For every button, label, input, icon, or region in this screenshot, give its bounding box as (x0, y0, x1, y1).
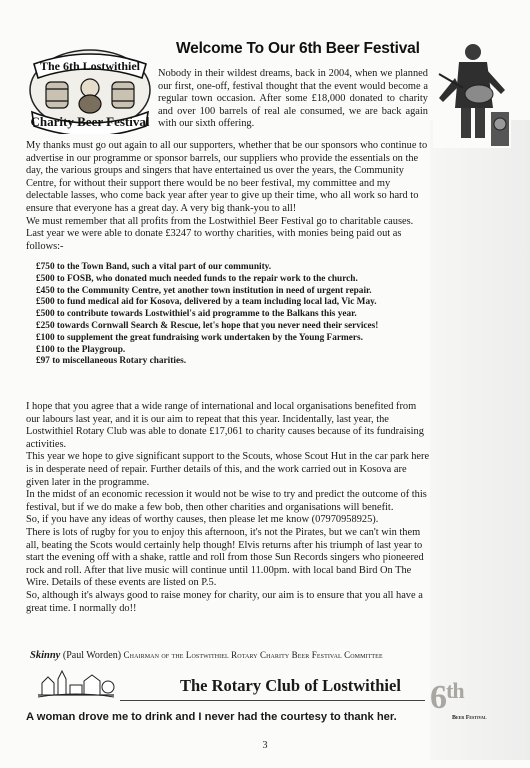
thanks-paragraph: My thanks must go out again to all our supporters, whether that be our sponsors who continue to advertise in our programme or sponsor barrels, our suppliers who provide the essentials on the day, the various groups and singers that have entertained us over the years, the Community Centre, for without their support there would be no beer festival, my committee and my delectable lasses, who come back year after year to give up their time, who all work so hard to ensure that everyone has a great day. A very big thank-you to all! (26, 140, 428, 214)
donation-item: £500 to FOSB, who donated much needed funds to the repair work to the church. (36, 273, 358, 284)
badge-number: 6 (430, 679, 446, 716)
donation-item: £100 to supplement the great fundraising work undertaken by the Young Farmers. (36, 332, 363, 343)
letter-paragraph: So, although it's always good to raise money for charity, our aim is to ensure that you all have a great time. I normally do!! (26, 589, 423, 614)
donation-item: £500 to contribute towards Lostwithiel's aid programme to the Balkans this year. (36, 309, 357, 320)
donation-item: £450 to the Community Centre, yet another town institution in need of urgent repair. (36, 285, 372, 296)
donation-item: £500 to fund medical aid for Kosova, delivered by a team including local lad, Vic May. (36, 297, 377, 308)
elvis-performer-photo (433, 38, 511, 148)
signature-role: Chairman of the Lostwithiel Rotary Charity Beer Festival Committee (123, 650, 383, 660)
intro-paragraph (158, 68, 428, 131)
page-number: 3 (262, 740, 268, 751)
badge-caption: Beer Festival (452, 715, 487, 721)
donation-item: £750 to the Town Band, such a vital part of our community. (36, 262, 272, 272)
closing-quote: A woman drove me to drink and I never had the courtesy to thank her. (26, 711, 397, 723)
festival-number-badge (430, 678, 510, 717)
svg-text:The 6th Lostwithiel: The 6th Lostwithiel (39, 59, 141, 73)
letter-paragraph: There is lots of rugby for you to enjoy this afternoon, it's not the Pirates, but we can't win them all, beating the Scots would certainly help though! Elvis returns after his triumph of last year to start the evening off with a shake, rattle and roll from those Sun Records singers who pioneered rock and roll. After that live music will continue until 11.00pm. with local band Bird On The Wire. Details of these events are listed on P.5. (26, 526, 424, 589)
donation-item: £100 to the Playgroup. (36, 344, 126, 355)
sidebar-strip (430, 120, 530, 760)
intro-text: Nobody in their wildest dreams, back in 2004, when we planned our first, one-off, festival thought that the event would become a regular town occasion. After some £18,000 donated to charity and over 100 barrels of real ale consumed, we are back again with our sixth offering. (158, 68, 428, 130)
letter-paragraph: So, if you have any ideas of worthy causes, then please let me know (07970958925). (26, 514, 379, 526)
letter-paragraph: In the midst of an economic recession it would not be wise to try and predict the outcome of this festival, but if we do make a few bob, then other charities and organisations will benefit. (26, 489, 427, 513)
profits-paragraph: We must remember that all profits from the Lostwithiel Beer Festival go to charitable causes. Last year we were able to donate £3247 to worthy charities, with monies being paid out as follows:- (26, 215, 414, 252)
signature-name: Skinny (30, 650, 61, 661)
main-letter (26, 401, 430, 615)
donations-list (36, 262, 426, 368)
thanks-section (26, 140, 430, 253)
letter-paragraph: I hope that you agree that a wide range of international and local organisations benefited from our labours last year, and it is our aim to repeat that this year. Incidentally, last year, the Lostwithiel Rotary Club was able to donate £17,061 to charity causes because of its fundraising activities. (26, 401, 424, 450)
divider (120, 700, 425, 701)
donation-item: £250 towards Cornwall Search & Rescue, let's hope that you never need their services! (36, 320, 379, 331)
signature-real-name: (Paul Worden) (62, 650, 122, 661)
svg-text:Charity Beer Festival: Charity Beer Festival (30, 114, 150, 129)
rotary-club-name: The Rotary Club of Lostwithiel (180, 676, 401, 695)
town-skyline-illustration (36, 667, 116, 699)
page-title: Welcome To Our 6th Beer Festival (176, 40, 420, 57)
festival-logo (26, 42, 154, 134)
letter-paragraph: This year we hope to give significant support to the Scouts, whose Scout Hut in the car park here is in desperate need of repair. Further details of this, and the work carried out in Kosova are given later in the programme. (26, 451, 430, 488)
signature-line (30, 650, 430, 661)
badge-suffix: th (446, 678, 464, 703)
donation-item: £97 to miscellaneous Rotary charities. (36, 356, 187, 367)
